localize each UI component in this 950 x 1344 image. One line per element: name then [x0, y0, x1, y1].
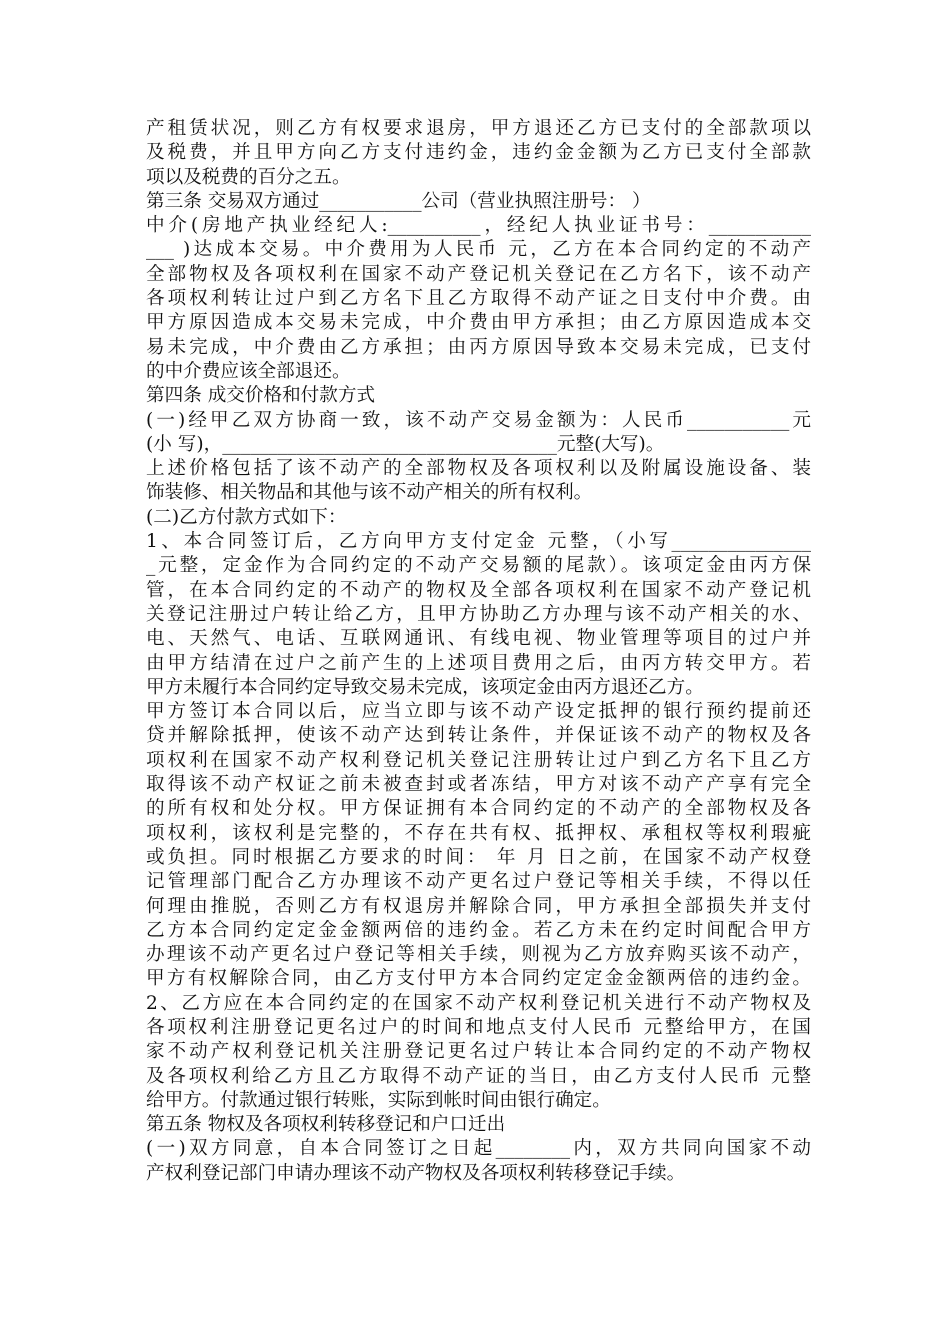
text-line: (二)乙方付款方式如下： [146, 506, 347, 528]
text-line: 的中介费应该全部退还。 [146, 360, 351, 382]
text-line: _元整，定金作为合同约定的不动产交易额的尾款）。该项定金由丙方保 [146, 555, 811, 577]
text-line: 2、乙方应在本合同约定的在国家不动产权利登记机关进行不动产物权及 [146, 992, 811, 1014]
text-line: (一)经甲乙双方协商一致，该不动产交易金额为：人民币___________元 [146, 409, 811, 431]
text-line: 上述价格包括了该不动产的全部物权及各项权利以及附属设施设备、装 [146, 458, 811, 480]
text-line: 第五条 物权及各项权利转移登记和户口迁出 [146, 1114, 506, 1136]
text-line: 给甲方。付款通过银行转账，实际到帐时间由银行确定。 [146, 1089, 611, 1111]
text-line: 及各项权利给乙方且乙方取得不动产证的当日，由乙方支付人民币 元整 [146, 1065, 811, 1087]
text-line: (一)双方同意，自本合同签订之日起________内，双方共同向国家不动 [146, 1138, 811, 1160]
text-line: 及税费，并且甲方向乙方支付违约金，违约金金额为乙方已支付全部款 [146, 142, 811, 164]
text-line: 1、本合同签订后，乙方向甲方支付定金 元整，（小写_______________ [146, 531, 811, 553]
text-line: 易未完成，中介费由乙方承担；由丙方原因导致本交易未完成，已支付 [146, 336, 811, 358]
text-line: 的所有权和处分权。甲方保证拥有本合同约定的不动产的全部物权及各 [146, 798, 811, 820]
text-line: 甲方签订本合同以后，应当立即与该不动产设定抵押的银行预约提前还 [146, 701, 811, 723]
text-line: 或负担。同时根据乙方要求的时间： 年 月 日之前，在国家不动产权登 [146, 846, 811, 868]
text-line: 乙方本合同约定定金金额两倍的违约金。若乙方未在约定时间配合甲方 [146, 919, 811, 941]
text-line: 记管理部门配合乙方办理该不动产更名过户登记等相关手续，不得以任 [146, 871, 811, 893]
text-line: 甲方原因造成本交易未完成，中介费由甲方承担；由乙方原因造成本交 [146, 312, 811, 334]
text-line: 第三条 交易双方通过___________公司（营业执照注册号： ） [146, 190, 651, 212]
contract-text [146, 117, 811, 1186]
text-line: 各项权利转让过户到乙方名下且乙方取得不动产证之日支付中介费。由 [146, 288, 811, 310]
text-line: (小 写)，____________________________________元整(大写)。 [146, 433, 665, 455]
text-line: 甲方有权解除合同，由乙方支付甲方本合同约定定金金额两倍的违约金。 [146, 968, 811, 990]
text-line: 办理该不动产更名过户登记等相关手续，则视为乙方放弃购买该不动产， [146, 944, 811, 966]
text-line: 甲方未履行本合同约定导致交易未完成，该项定金由丙方退还乙方。 [146, 676, 704, 698]
text-line: 关登记注册过户转让给乙方，且甲方协助乙方办理与该不动产相关的水、 [146, 603, 811, 625]
text-line: 全部物权及各项权利在国家不动产登记机关登记在乙方名下，该不动产 [146, 263, 811, 285]
text-line: 项权利，该权利是完整的，不存在共有权、抵押权、承租权等权利瑕疵 [146, 822, 811, 844]
text-line: 贷并解除抵押，使该不动产达到转让条件，并保证该不动产的物权及各 [146, 725, 811, 747]
text-line: 中介(房地产执业经纪人:__________，经纪人执业证书号：___________ [146, 215, 811, 237]
text-line: 项权利在国家不动产权利登记机关登记注册转让过户到乙方名下且乙方 [146, 749, 811, 771]
text-line: 电、天然气、电话、互联网通讯、有线电视、物业管理等项目的过户并 [146, 628, 811, 650]
text-line: ___ )达成本交易。中介费用为人民币 元，乙方在本合同约定的不动产 [146, 239, 811, 261]
text-line: 产权利登记部门申请办理该不动产物权及各项权利转移登记手续。 [146, 1162, 686, 1184]
text-line: 第四条 成交价格和付款方式 [146, 385, 376, 407]
text-line: 何理由推脱，否则乙方有权退房并解除合同，甲方承担全部损失并支付 [146, 895, 811, 917]
text-line: 管，在本合同约定的不动产的物权及全部各项权利在国家不动产登记机 [146, 579, 811, 601]
text-line: 各项权利注册登记更名过户的时间和地点支付人民币 元整给甲方，在国 [146, 1016, 811, 1038]
text-line: 由甲方结清在过户之前产生的上述项目费用之后，由丙方转交甲方。若 [146, 652, 811, 674]
text-line: 饰装修、相关物品和其他与该不动产相关的所有权利。 [146, 482, 593, 504]
text-line: 产租赁状况，则乙方有权要求退房，甲方退还乙方已支付的全部款项以 [146, 118, 811, 139]
text-line: 项以及税费的百分之五。 [146, 166, 351, 188]
text-line: 取得该不动产权证之前未被查封或者冻结，甲方对该不动产产享有完全 [146, 774, 811, 796]
text-line: 家不动产权利登记机关注册登记更名过户转让本合同约定的不动产物权 [146, 1041, 811, 1063]
